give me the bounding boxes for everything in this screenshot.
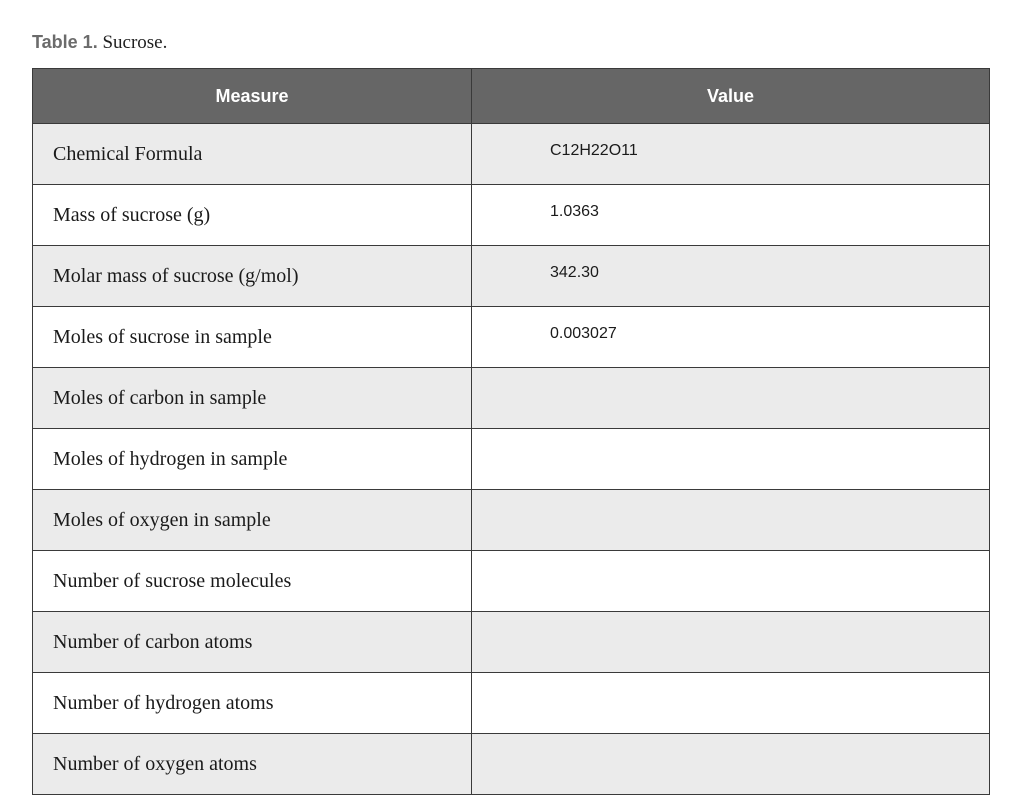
column-header-measure: Measure [33, 69, 472, 124]
table-row [33, 612, 990, 673]
measure-cell: Mass of sucrose (g) [33, 185, 472, 246]
measure-cell: Moles of carbon in sample [33, 368, 472, 429]
value-cell [472, 734, 990, 795]
value-cell: 0.003027 [472, 307, 990, 368]
table-row [33, 246, 990, 307]
value-cell [472, 490, 990, 551]
table-row [33, 307, 990, 368]
value-cell [472, 368, 990, 429]
measure-cell: Number of hydrogen atoms [33, 673, 472, 734]
table-caption-title: Sucrose. [102, 32, 168, 53]
table-row [33, 490, 990, 551]
value-cell [472, 551, 990, 612]
measure-cell: Moles of oxygen in sample [33, 490, 472, 551]
value-cell: 1.0363 [472, 185, 990, 246]
measure-cell: Moles of sucrose in sample [33, 307, 472, 368]
table-header-row [33, 69, 990, 124]
table-row [33, 734, 990, 795]
measure-cell: Chemical Formula [33, 124, 472, 185]
table-caption-label: Table 1. [32, 32, 98, 52]
table-row [33, 551, 990, 612]
value-cell [472, 429, 990, 490]
value-cell: 342.30 [472, 246, 990, 307]
measure-cell: Number of sucrose molecules [33, 551, 472, 612]
measure-cell: Moles of hydrogen in sample [33, 429, 472, 490]
table-row [33, 124, 990, 185]
measure-cell: Number of oxygen atoms [33, 734, 472, 795]
measure-cell: Molar mass of sucrose (g/mol) [33, 246, 472, 307]
value-cell: C12H22O11 [472, 124, 990, 185]
sucrose-table [32, 68, 990, 795]
table-row [33, 673, 990, 734]
table-caption [32, 32, 167, 54]
table-row [33, 185, 990, 246]
column-header-value: Value [472, 69, 990, 124]
table-row [33, 368, 990, 429]
value-cell [472, 673, 990, 734]
value-cell [472, 612, 990, 673]
measure-cell: Number of carbon atoms [33, 612, 472, 673]
table-row [33, 429, 990, 490]
